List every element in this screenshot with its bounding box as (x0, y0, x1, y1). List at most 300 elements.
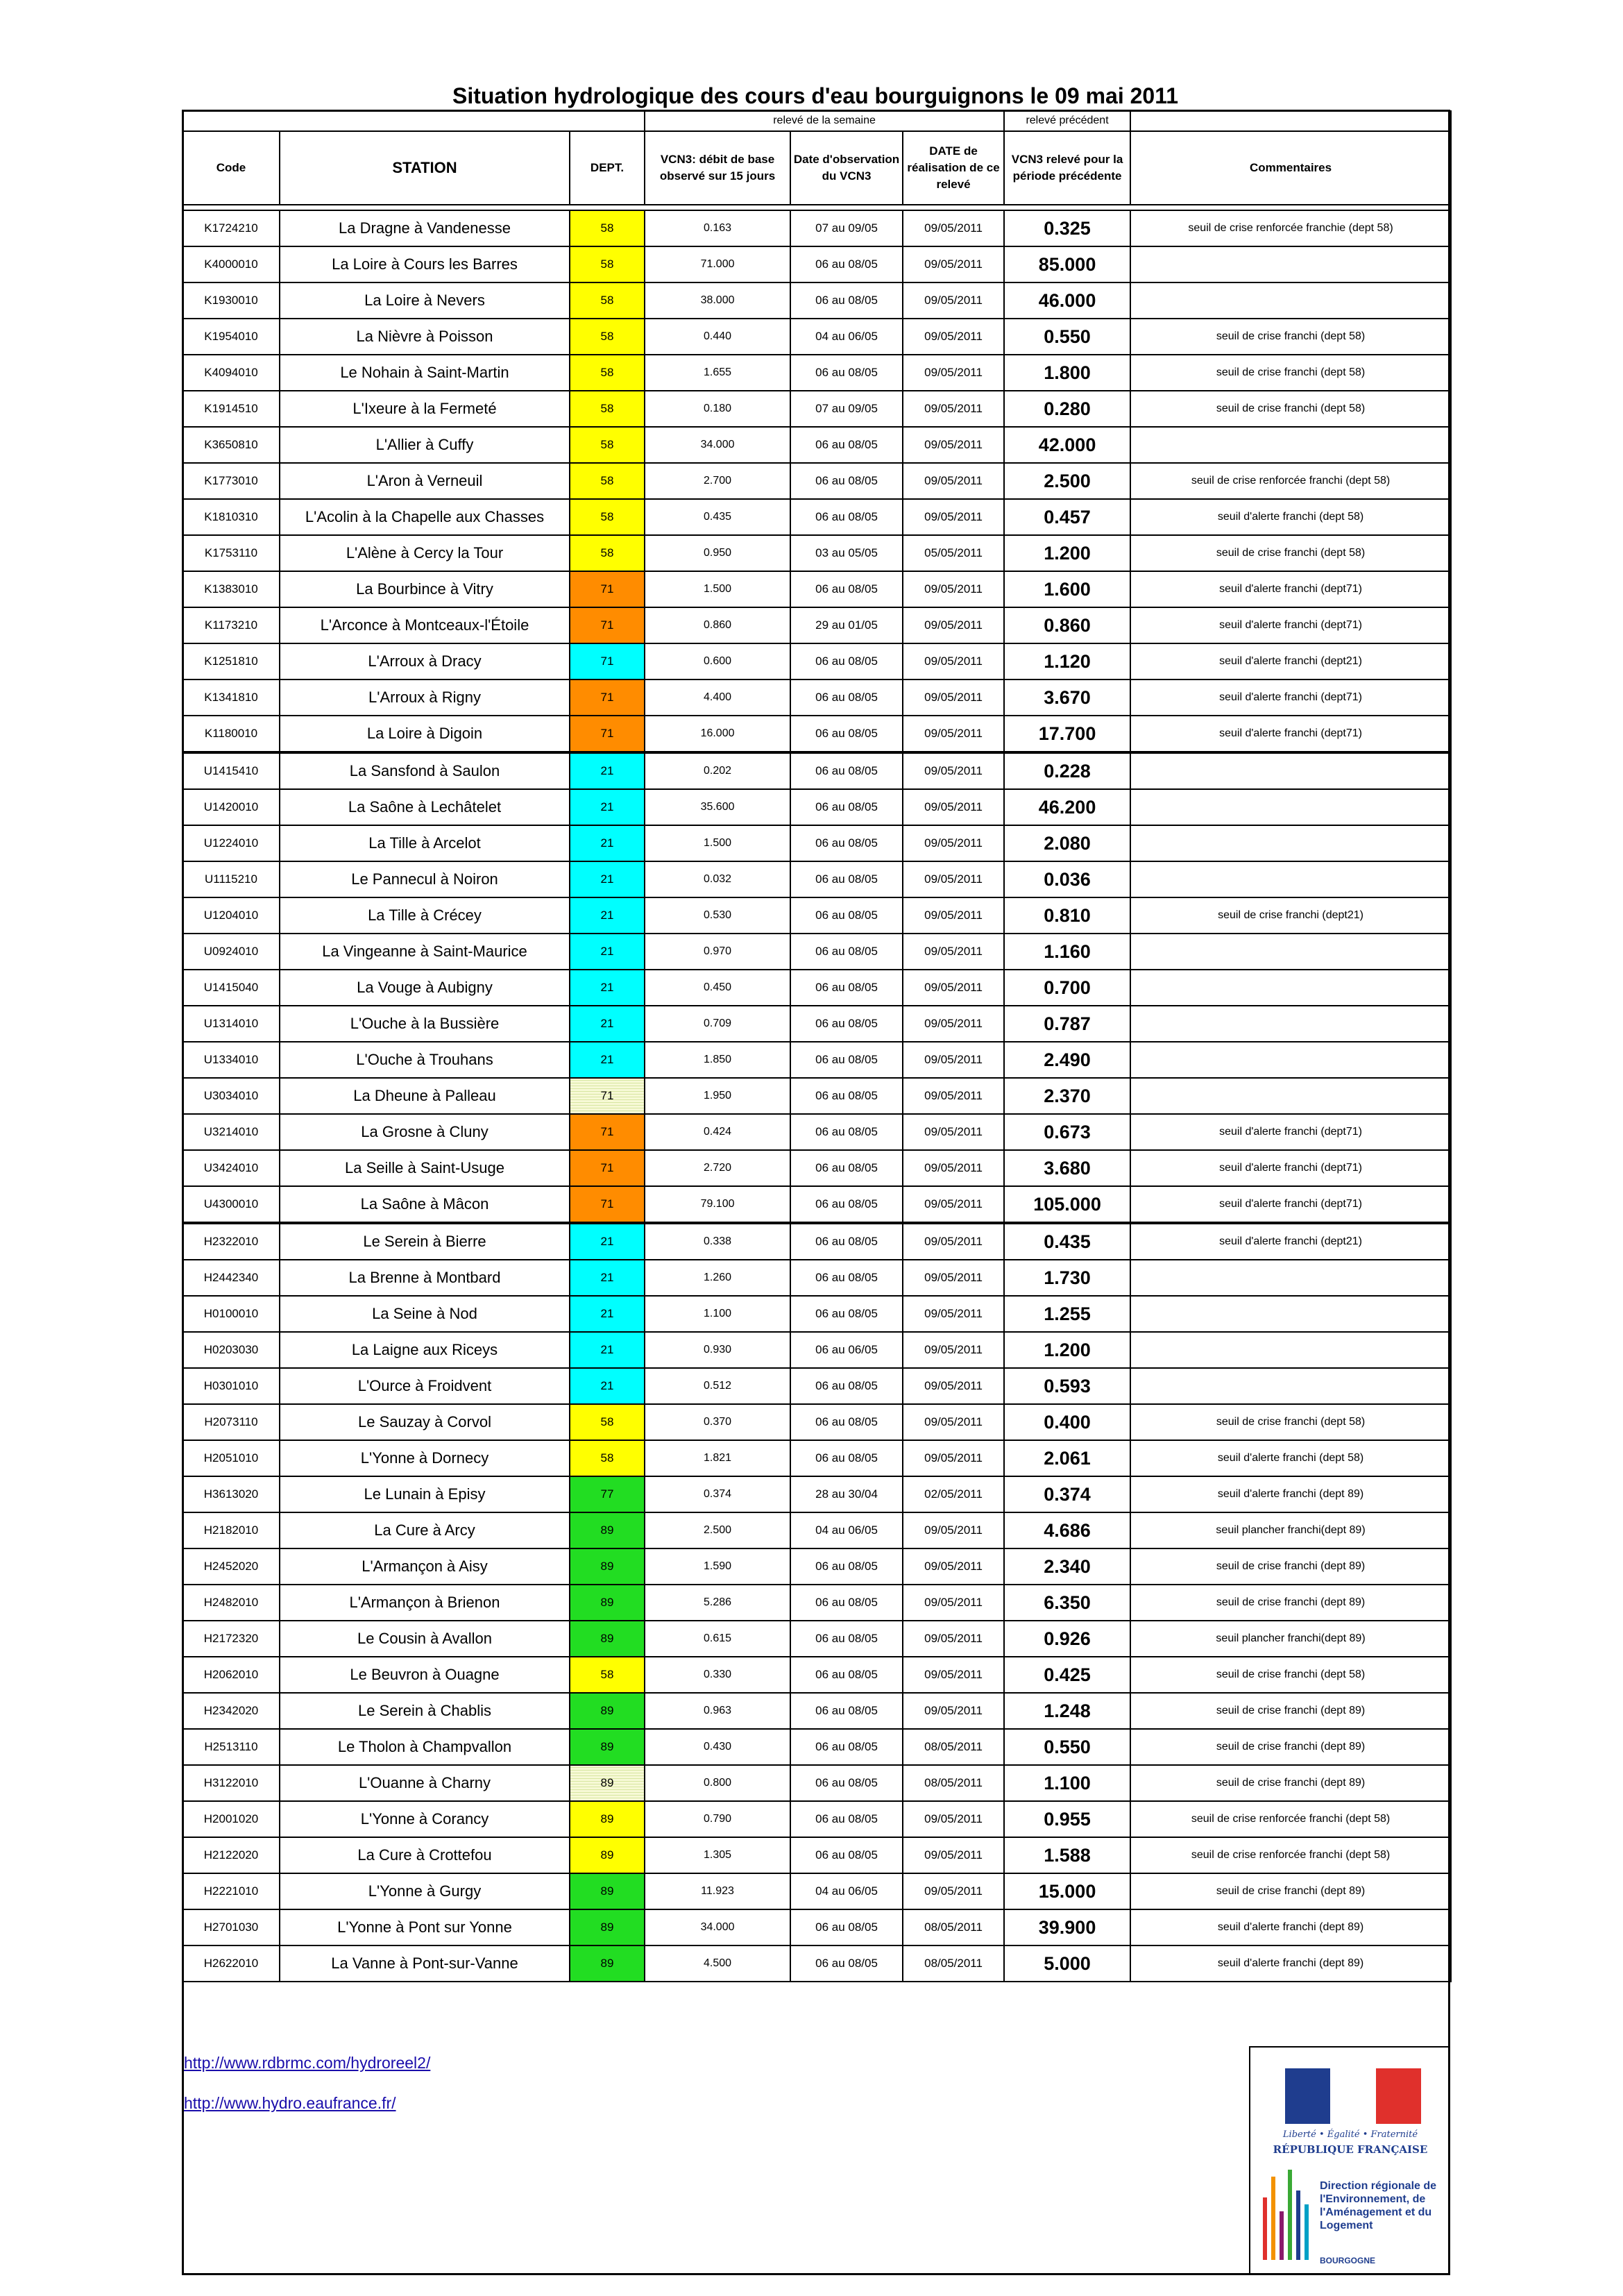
cell-real: 09/05/2011 (903, 1585, 1004, 1621)
cell-dept: 21 (570, 1260, 645, 1296)
cell-com: seuil de crise franchi (dept 89) (1130, 1585, 1451, 1621)
cell-prev: 0.325 (1004, 210, 1130, 246)
cell-vcn3: 1.260 (645, 1260, 790, 1296)
header-date-real: DATE de réalisation de ce relevé (903, 131, 1004, 205)
cell-prev: 2.061 (1004, 1440, 1130, 1476)
cell-obs: 29 au 01/05 (790, 607, 903, 643)
cell-dept: 71 (570, 716, 645, 752)
cell-dept: 58 (570, 463, 645, 499)
cell-dept: 89 (570, 1585, 645, 1621)
cell-vcn3: 1.655 (645, 355, 790, 391)
cell-station: La Dragne à Vandenesse (280, 210, 570, 246)
cell-vcn3: 1.850 (645, 1042, 790, 1078)
cell-dept: 58 (570, 427, 645, 463)
cell-code: K1180010 (182, 716, 280, 752)
cell-vcn3: 0.709 (645, 1006, 790, 1042)
header-vcn3: VCN3: débit de base observé sur 15 jours (645, 131, 790, 205)
cell-vcn3: 34.000 (645, 427, 790, 463)
cell-code: K4000010 (182, 246, 280, 282)
cell-code: K3650810 (182, 427, 280, 463)
cell-com: seuil de crise franchi (dept 58) (1130, 391, 1451, 427)
cell-real: 09/05/2011 (903, 716, 1004, 752)
cell-station: Le Serein à Bierre (280, 1223, 570, 1260)
cell-station: La Cure à Arcy (280, 1512, 570, 1548)
cell-code: H2513110 (182, 1729, 280, 1765)
cell-obs: 06 au 08/05 (790, 970, 903, 1006)
cell-obs: 06 au 08/05 (790, 1657, 903, 1693)
cell-obs: 06 au 08/05 (790, 499, 903, 535)
cell-obs: 06 au 08/05 (790, 1223, 903, 1260)
cell-station: La Laigne aux Riceys (280, 1332, 570, 1368)
cell-vcn3: 2.700 (645, 463, 790, 499)
cell-prev: 1.160 (1004, 934, 1130, 970)
cell-dept: 21 (570, 752, 645, 789)
cell-station: L'Arconce à Montceaux-l'Étoile (280, 607, 570, 643)
cell-real: 09/05/2011 (903, 1260, 1004, 1296)
cell-prev: 0.593 (1004, 1368, 1130, 1404)
cell-station: Le Tholon à Champvallon (280, 1729, 570, 1765)
cell-code: H3122010 (182, 1765, 280, 1801)
cell-code: H2073110 (182, 1404, 280, 1440)
logo-dreal: Direction régionale de l'Environnement, de l'Aménagement et du Logement (1320, 2180, 1437, 2231)
cell-real: 09/05/2011 (903, 897, 1004, 934)
cell-station: L'Yonne à Corancy (280, 1801, 570, 1837)
subheader-precedent: relevé précédent (1004, 110, 1130, 131)
cell-vcn3: 0.530 (645, 897, 790, 934)
cell-code: U1420010 (182, 789, 280, 825)
cell-vcn3: 0.338 (645, 1223, 790, 1260)
logo-republique: RÉPUBLIQUE FRANÇAISE (1273, 2143, 1428, 2156)
cell-com: seuil d'alerte franchi (dept21) (1130, 1223, 1451, 1260)
cell-obs: 04 au 06/05 (790, 319, 903, 355)
cell-dept: 58 (570, 282, 645, 319)
cell-real: 09/05/2011 (903, 1801, 1004, 1837)
cell-station: La Dheune à Palleau (280, 1078, 570, 1114)
cell-prev: 0.400 (1004, 1404, 1130, 1440)
cell-code: U1115210 (182, 861, 280, 897)
cell-obs: 06 au 08/05 (790, 1945, 903, 1982)
cell-station: La Bourbince à Vitry (280, 571, 570, 607)
cell-dept: 89 (570, 1548, 645, 1585)
cell-code: H2322010 (182, 1223, 280, 1260)
cell-obs: 06 au 08/05 (790, 1693, 903, 1729)
cell-station: L'Acolin à la Chapelle aux Chasses (280, 499, 570, 535)
cell-com: seuil de crise franchi (dept 89) (1130, 1693, 1451, 1729)
cell-dept: 21 (570, 970, 645, 1006)
cell-dept: 21 (570, 1368, 645, 1404)
cell-station: La Seille à Saint-Usuge (280, 1150, 570, 1186)
cell-com: seuil d'alerte franchi (dept71) (1130, 1186, 1451, 1223)
header-station: STATION (280, 131, 570, 205)
cell-vcn3: 5.286 (645, 1585, 790, 1621)
cell-dept: 89 (570, 1729, 645, 1765)
cell-dept: 58 (570, 319, 645, 355)
cell-real: 09/05/2011 (903, 1186, 1004, 1223)
cell-station: L'Yonne à Gurgy (280, 1873, 570, 1909)
cell-dept: 89 (570, 1765, 645, 1801)
cell-obs: 07 au 09/05 (790, 210, 903, 246)
cell-real: 09/05/2011 (903, 1042, 1004, 1078)
cell-real: 09/05/2011 (903, 752, 1004, 789)
cell-code: K1173210 (182, 607, 280, 643)
cell-code: U3034010 (182, 1078, 280, 1114)
cell-real: 02/05/2011 (903, 1476, 1004, 1512)
cell-vcn3: 1.305 (645, 1837, 790, 1873)
cell-station: L'Ouanne à Charny (280, 1765, 570, 1801)
cell-obs: 06 au 08/05 (790, 679, 903, 716)
cell-prev: 5.000 (1004, 1945, 1130, 1982)
cell-real: 09/05/2011 (903, 1621, 1004, 1657)
cell-obs: 06 au 08/05 (790, 1621, 903, 1657)
cell-real: 09/05/2011 (903, 1223, 1004, 1260)
cell-station: L'Ource à Froidvent (280, 1368, 570, 1404)
cell-real: 08/05/2011 (903, 1945, 1004, 1982)
cell-vcn3: 0.512 (645, 1368, 790, 1404)
cell-obs: 06 au 08/05 (790, 643, 903, 679)
cell-station: L'Alène à Cercy la Tour (280, 535, 570, 571)
cell-prev: 0.374 (1004, 1476, 1130, 1512)
cell-code: K1383010 (182, 571, 280, 607)
cell-dept: 89 (570, 1837, 645, 1873)
cell-obs: 06 au 08/05 (790, 934, 903, 970)
cell-prev: 0.425 (1004, 1657, 1130, 1693)
cell-vcn3: 2.500 (645, 1512, 790, 1548)
cell-obs: 06 au 08/05 (790, 1765, 903, 1801)
cell-obs: 06 au 08/05 (790, 1801, 903, 1837)
cell-real: 09/05/2011 (903, 319, 1004, 355)
cell-real: 09/05/2011 (903, 1404, 1004, 1440)
cell-dept: 89 (570, 1693, 645, 1729)
cell-station: La Cure à Crottefou (280, 1837, 570, 1873)
cell-obs: 28 au 30/04 (790, 1476, 903, 1512)
cell-obs: 06 au 08/05 (790, 1585, 903, 1621)
cell-station: La Tille à Crécey (280, 897, 570, 934)
cell-obs: 06 au 08/05 (790, 1440, 903, 1476)
cell-prev: 2.080 (1004, 825, 1130, 861)
cell-real: 09/05/2011 (903, 825, 1004, 861)
cell-station: La Loire à Nevers (280, 282, 570, 319)
cell-real: 09/05/2011 (903, 1006, 1004, 1042)
cell-code: K1954010 (182, 319, 280, 355)
cell-real: 09/05/2011 (903, 1837, 1004, 1873)
cell-code: K1753110 (182, 535, 280, 571)
cell-station: L'Ixeure à la Fermeté (280, 391, 570, 427)
cell-obs: 06 au 08/05 (790, 789, 903, 825)
cell-station: L'Aron à Verneuil (280, 463, 570, 499)
cell-dept: 71 (570, 1150, 645, 1186)
cell-real: 09/05/2011 (903, 934, 1004, 970)
cell-code: K1251810 (182, 643, 280, 679)
cell-real: 09/05/2011 (903, 463, 1004, 499)
cell-real: 09/05/2011 (903, 789, 1004, 825)
cell-vcn3: 0.440 (645, 319, 790, 355)
cell-prev: 0.926 (1004, 1621, 1130, 1657)
cell-real: 09/05/2011 (903, 679, 1004, 716)
cell-com: seuil plancher franchi(dept 89) (1130, 1512, 1451, 1548)
cell-vcn3: 0.330 (645, 1657, 790, 1693)
cell-code: K1773010 (182, 463, 280, 499)
cell-vcn3: 0.860 (645, 607, 790, 643)
cell-vcn3: 16.000 (645, 716, 790, 752)
cell-prev: 2.500 (1004, 463, 1130, 499)
cell-station: Le Sauzay à Corvol (280, 1404, 570, 1440)
cell-dept: 71 (570, 607, 645, 643)
cell-prev: 42.000 (1004, 427, 1130, 463)
cell-real: 09/05/2011 (903, 246, 1004, 282)
cell-com: seuil d'alerte franchi (dept 89) (1130, 1945, 1451, 1982)
cell-dept: 21 (570, 1296, 645, 1332)
cell-dept: 21 (570, 1006, 645, 1042)
cell-obs: 06 au 08/05 (790, 1368, 903, 1404)
cell-vcn3: 1.590 (645, 1548, 790, 1585)
cell-vcn3: 0.180 (645, 391, 790, 427)
cell-real: 09/05/2011 (903, 1657, 1004, 1693)
cell-obs: 06 au 08/05 (790, 463, 903, 499)
cell-station: L'Armançon à Aisy (280, 1548, 570, 1585)
cell-station: L'Ouche à la Bussière (280, 1006, 570, 1042)
cell-com: seuil de crise franchi (dept 58) (1130, 1404, 1451, 1440)
cell-dept: 89 (570, 1801, 645, 1837)
cell-obs: 06 au 08/05 (790, 1078, 903, 1114)
cell-dept: 21 (570, 1223, 645, 1260)
cell-dept: 71 (570, 1078, 645, 1114)
cell-com: seuil de crise franchi (dept 89) (1130, 1765, 1451, 1801)
cell-com: seuil de crise franchi (dept 58) (1130, 1657, 1451, 1693)
cell-obs: 06 au 08/05 (790, 355, 903, 391)
cell-code: U1415040 (182, 970, 280, 1006)
cell-obs: 06 au 08/05 (790, 897, 903, 934)
cell-dept: 89 (570, 1873, 645, 1909)
cell-prev: 105.000 (1004, 1186, 1130, 1223)
cell-vcn3: 0.032 (645, 861, 790, 897)
cell-code: H3613020 (182, 1476, 280, 1512)
cell-station: L'Armançon à Brienon (280, 1585, 570, 1621)
cell-real: 08/05/2011 (903, 1765, 1004, 1801)
cell-vcn3: 0.450 (645, 970, 790, 1006)
cell-station: La Saône à Lechâtelet (280, 789, 570, 825)
cell-vcn3: 1.100 (645, 1296, 790, 1332)
cell-dept: 21 (570, 1042, 645, 1078)
cell-prev: 0.700 (1004, 970, 1130, 1006)
cell-prev: 3.680 (1004, 1150, 1130, 1186)
cell-vcn3: 0.435 (645, 499, 790, 535)
cell-prev: 3.670 (1004, 679, 1130, 716)
cell-station: La Vanne à Pont-sur-Vanne (280, 1945, 570, 1982)
cell-obs: 03 au 05/05 (790, 535, 903, 571)
cell-prev: 0.860 (1004, 607, 1130, 643)
cell-obs: 06 au 08/05 (790, 1548, 903, 1585)
cell-dept: 58 (570, 1404, 645, 1440)
cell-obs: 06 au 08/05 (790, 716, 903, 752)
cell-real: 09/05/2011 (903, 1296, 1004, 1332)
cell-vcn3: 4.500 (645, 1945, 790, 1982)
cell-prev: 2.340 (1004, 1548, 1130, 1585)
cell-com: seuil de crise renforcée franchi (dept 58) (1130, 1801, 1451, 1837)
cell-prev: 39.900 (1004, 1909, 1130, 1945)
cell-dept: 21 (570, 934, 645, 970)
cell-code: H0301010 (182, 1368, 280, 1404)
cell-com: seuil d'alerte franchi (dept21) (1130, 643, 1451, 679)
cell-station: La Loire à Cours les Barres (280, 246, 570, 282)
cell-com: seuil de crise franchi (dept 89) (1130, 1729, 1451, 1765)
cell-prev: 15.000 (1004, 1873, 1130, 1909)
cell-com: seuil d'alerte franchi (dept71) (1130, 679, 1451, 716)
cell-prev: 46.000 (1004, 282, 1130, 319)
cell-prev: 0.550 (1004, 319, 1130, 355)
cell-prev: 0.435 (1004, 1223, 1130, 1260)
cell-vcn3: 4.400 (645, 679, 790, 716)
cell-prev: 0.457 (1004, 499, 1130, 535)
cell-code: K1724210 (182, 210, 280, 246)
header-date-obs: Date d'observation du VCN3 (790, 131, 903, 205)
cell-dept: 21 (570, 789, 645, 825)
cell-real: 09/05/2011 (903, 1114, 1004, 1150)
cell-vcn3: 1.500 (645, 571, 790, 607)
cell-vcn3: 1.950 (645, 1078, 790, 1114)
cell-obs: 06 au 08/05 (790, 1909, 903, 1945)
cell-station: La Seine à Nod (280, 1296, 570, 1332)
cell-code: U1224010 (182, 825, 280, 861)
cell-dept: 58 (570, 535, 645, 571)
cell-vcn3: 0.430 (645, 1729, 790, 1765)
subheader-semaine: relevé de la semaine (645, 110, 1004, 131)
cell-real: 09/05/2011 (903, 391, 1004, 427)
cell-vcn3: 34.000 (645, 1909, 790, 1945)
cell-real: 09/05/2011 (903, 1078, 1004, 1114)
cell-code: U1204010 (182, 897, 280, 934)
cell-obs: 06 au 08/05 (790, 861, 903, 897)
cell-prev: 0.228 (1004, 752, 1130, 789)
cell-dept: 58 (570, 1440, 645, 1476)
cell-dept: 58 (570, 1657, 645, 1693)
cell-code: K4094010 (182, 355, 280, 391)
cell-vcn3: 0.163 (645, 210, 790, 246)
cell-code: K1930010 (182, 282, 280, 319)
cell-station: L'Arroux à Rigny (280, 679, 570, 716)
cell-dept: 21 (570, 1332, 645, 1368)
cell-station: Le Nohain à Saint-Martin (280, 355, 570, 391)
cell-dept: 71 (570, 643, 645, 679)
cell-vcn3: 2.720 (645, 1150, 790, 1186)
cell-com: seuil d'alerte franchi (dept71) (1130, 1114, 1451, 1150)
cell-vcn3: 1.821 (645, 1440, 790, 1476)
cell-real: 09/05/2011 (903, 861, 1004, 897)
cell-com: seuil d'alerte franchi (dept 58) (1130, 499, 1451, 535)
cell-vcn3: 0.950 (645, 535, 790, 571)
cell-station: Le Cousin à Avallon (280, 1621, 570, 1657)
cell-station: L'Yonne à Pont sur Yonne (280, 1909, 570, 1945)
cell-real: 09/05/2011 (903, 210, 1004, 246)
cell-station: La Vingeanne à Saint-Maurice (280, 934, 570, 970)
cell-station: La Sansfond à Saulon (280, 752, 570, 789)
cell-station: La Nièvre à Poisson (280, 319, 570, 355)
cell-com: seuil de crise franchi (dept 58) (1130, 535, 1451, 571)
cell-prev: 0.673 (1004, 1114, 1130, 1150)
cell-prev: 4.686 (1004, 1512, 1130, 1548)
cell-code: U1314010 (182, 1006, 280, 1042)
cell-obs: 06 au 08/05 (790, 282, 903, 319)
cell-prev: 85.000 (1004, 246, 1130, 282)
cell-obs: 06 au 08/05 (790, 1260, 903, 1296)
header-commentaires: Commentaires (1130, 131, 1451, 205)
cell-real: 08/05/2011 (903, 1909, 1004, 1945)
logo-motto: Liberté • Égalité • Fraternité (1282, 2129, 1418, 2140)
cell-dept: 58 (570, 246, 645, 282)
cell-dept: 58 (570, 391, 645, 427)
cell-prev: 1.248 (1004, 1693, 1130, 1729)
cell-com: seuil d'alerte franchi (dept 58) (1130, 1440, 1451, 1476)
cell-station: La Vouge à Aubigny (280, 970, 570, 1006)
cell-code: K1810310 (182, 499, 280, 535)
cell-real: 05/05/2011 (903, 535, 1004, 571)
cell-prev: 17.700 (1004, 716, 1130, 752)
cell-real: 09/05/2011 (903, 643, 1004, 679)
cell-obs: 06 au 06/05 (790, 1332, 903, 1368)
cell-code: H2122020 (182, 1837, 280, 1873)
cell-prev: 2.370 (1004, 1078, 1130, 1114)
cell-vcn3: 0.970 (645, 934, 790, 970)
cell-real: 09/05/2011 (903, 1512, 1004, 1548)
cell-station: L'Yonne à Dornecy (280, 1440, 570, 1476)
cell-com: seuil d'alerte franchi (dept 89) (1130, 1476, 1451, 1512)
cell-dept: 77 (570, 1476, 645, 1512)
cell-code: H2062010 (182, 1657, 280, 1693)
cell-dept: 89 (570, 1512, 645, 1548)
cell-code: K1914510 (182, 391, 280, 427)
cell-obs: 06 au 08/05 (790, 1042, 903, 1078)
cell-obs: 06 au 08/05 (790, 1006, 903, 1042)
cell-station: Le Lunain à Episy (280, 1476, 570, 1512)
cell-vcn3: 11.923 (645, 1873, 790, 1909)
cell-code: U3424010 (182, 1150, 280, 1186)
cell-code: U4300010 (182, 1186, 280, 1223)
cell-prev: 1.800 (1004, 355, 1130, 391)
cell-vcn3: 0.600 (645, 643, 790, 679)
cell-real: 09/05/2011 (903, 1693, 1004, 1729)
link-hydro-eaufrance[interactable]: http://www.hydro.eaufrance.fr/ (184, 2094, 396, 2112)
cell-dept: 21 (570, 861, 645, 897)
cell-obs: 06 au 08/05 (790, 1150, 903, 1186)
cell-obs: 06 au 08/05 (790, 825, 903, 861)
cell-dept: 21 (570, 897, 645, 934)
cell-station: L'Arroux à Dracy (280, 643, 570, 679)
cell-com: seuil d'alerte franchi (dept71) (1130, 607, 1451, 643)
cell-obs: 06 au 08/05 (790, 1404, 903, 1440)
cell-station: La Brenne à Montbard (280, 1260, 570, 1296)
cell-dept: 89 (570, 1945, 645, 1982)
cell-com: seuil de crise franchi (dept 58) (1130, 355, 1451, 391)
link-rdbrmc[interactable]: http://www.rdbrmc.com/hydroreel2/ (184, 2054, 431, 2072)
cell-obs: 06 au 08/05 (790, 1114, 903, 1150)
cell-vcn3: 79.100 (645, 1186, 790, 1223)
cell-dept: 71 (570, 679, 645, 716)
cell-prev: 0.036 (1004, 861, 1130, 897)
cell-code: K1341810 (182, 679, 280, 716)
cell-vcn3: 38.000 (645, 282, 790, 319)
cell-code: H2182010 (182, 1512, 280, 1548)
cell-prev: 1.200 (1004, 1332, 1130, 1368)
cell-obs: 06 au 08/05 (790, 1837, 903, 1873)
cell-code: U3214010 (182, 1114, 280, 1150)
cell-vcn3: 1.500 (645, 825, 790, 861)
cell-real: 09/05/2011 (903, 970, 1004, 1006)
cell-com: seuil plancher franchi(dept 89) (1130, 1621, 1451, 1657)
cell-obs: 07 au 09/05 (790, 391, 903, 427)
cell-dept: 21 (570, 825, 645, 861)
cell-real: 09/05/2011 (903, 607, 1004, 643)
cell-vcn3: 71.000 (645, 246, 790, 282)
cell-com: seuil d'alerte franchi (dept 89) (1130, 1909, 1451, 1945)
